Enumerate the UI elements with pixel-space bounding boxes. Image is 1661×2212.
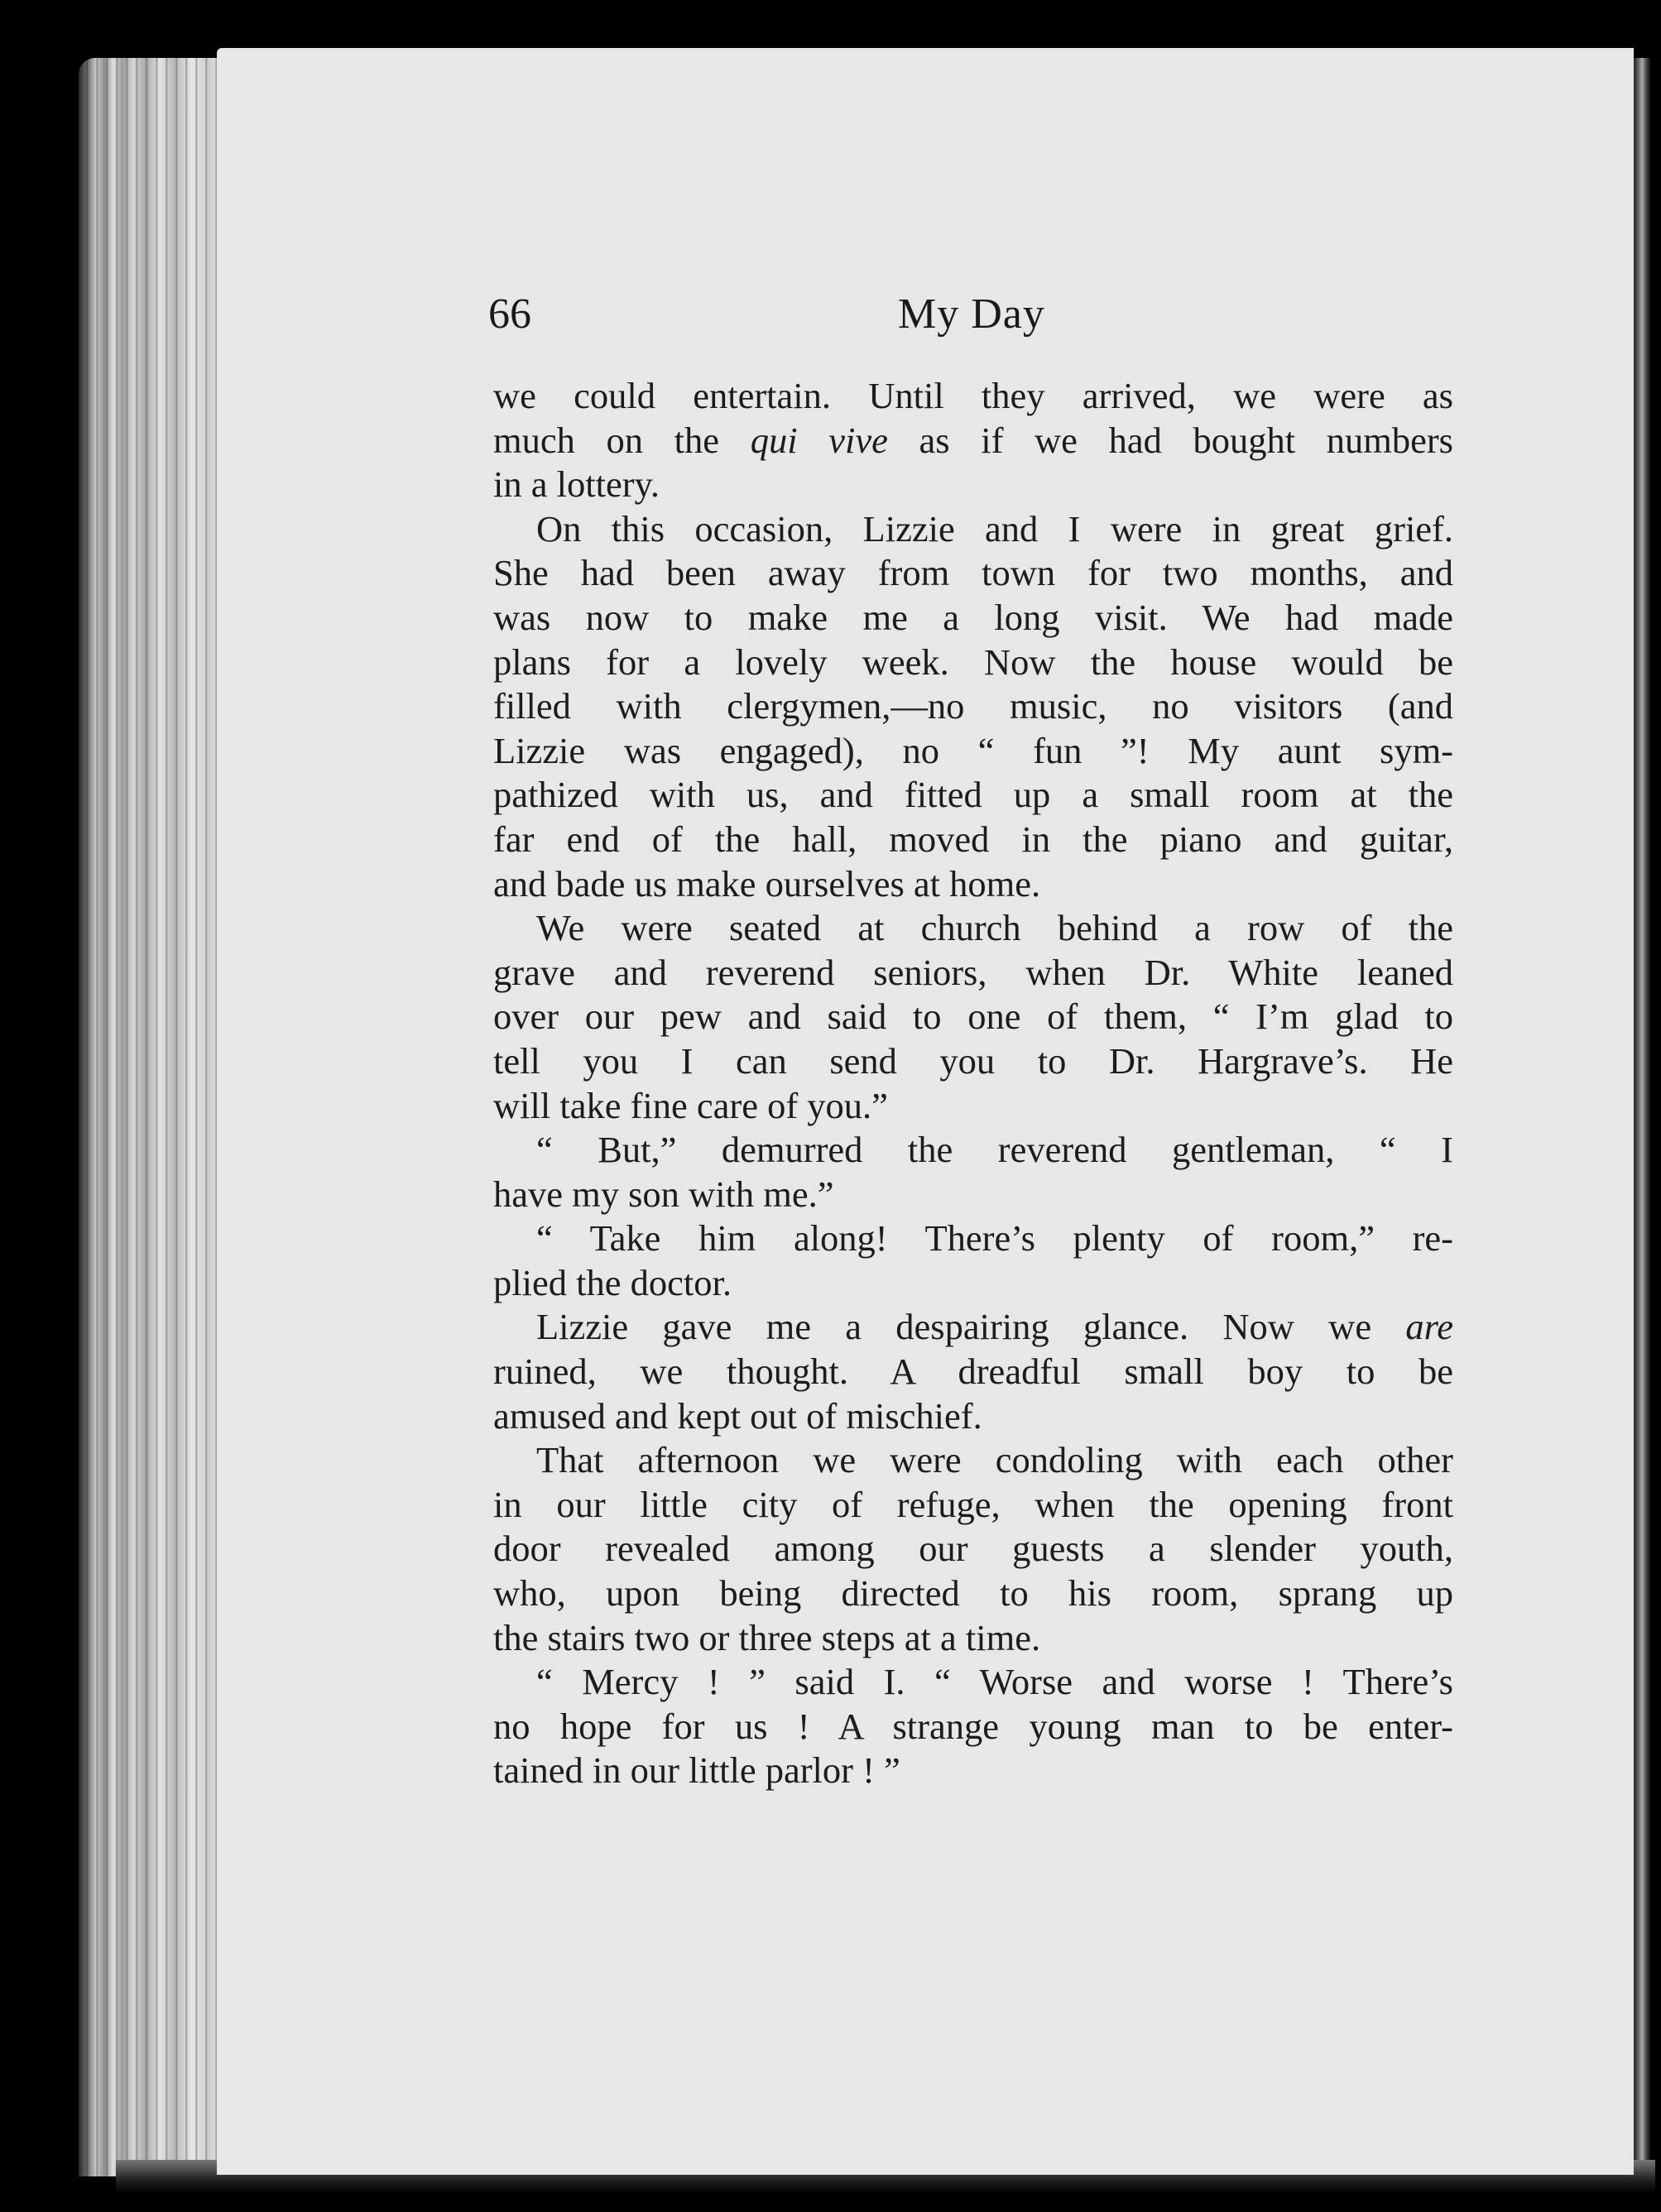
text-line: Lizzie gave me a despairing glance. Now we are bbox=[536, 1306, 1453, 1348]
text-line: have my son with me.” bbox=[493, 1173, 834, 1215]
book-right-edge bbox=[1632, 58, 1650, 2176]
book-page-edge-lines bbox=[79, 58, 223, 2176]
text-line: door revealed among our guests a slender youth, bbox=[493, 1528, 1453, 1570]
text-line: ruined, we thought. A dreadful small boy to be bbox=[493, 1351, 1453, 1393]
running-title: My Day bbox=[898, 290, 1045, 338]
text-line: That afternoon we were condoling with each other bbox=[536, 1439, 1453, 1481]
text-line: filled with clergymen,—no music, no visitors (and bbox=[493, 685, 1453, 727]
text-line: tained in our little parlor ! ” bbox=[493, 1749, 900, 1792]
text-line: who, upon being directed to his room, sprang up bbox=[493, 1572, 1453, 1615]
body-text bbox=[493, 374, 1453, 1793]
text-line: we could entertain. Until they arrived, we were as bbox=[493, 375, 1453, 416]
text-line: “ Mercy ! ” said I. “ Worse and worse ! There’s bbox=[536, 1661, 1453, 1703]
text-line: over our pew and said to one of them, “ I’m glad to bbox=[493, 996, 1453, 1038]
text-line: and bade us make ourselves at home. bbox=[493, 862, 1041, 904]
page-number: 66 bbox=[488, 290, 531, 338]
text-line: We were seated at church behind a row of the bbox=[536, 907, 1453, 949]
text-line: On this occasion, Lizzie and I were in great grief. bbox=[536, 507, 1453, 549]
text-line: amused and kept out of mischief. bbox=[493, 1394, 982, 1437]
text-line: plans for a lovely week. Now the house would be bbox=[493, 641, 1453, 683]
text-line: tell you I can send you to Dr. Hargrave’s. He bbox=[493, 1039, 1453, 1082]
text-line: far end of the hall, moved in the piano and guitar, bbox=[493, 818, 1453, 860]
italic-word: are bbox=[1405, 1306, 1453, 1348]
text-line: Lizzie was engaged), no “ fun ”! My aunt sym- bbox=[493, 729, 1453, 771]
text-line: much on the qui vive as if we had bought numbers bbox=[493, 419, 1453, 461]
text-line: in our little city of refuge, when the opening front bbox=[493, 1483, 1453, 1525]
text-line: was now to make me a long visit. We had made bbox=[493, 596, 1453, 638]
text-line: grave and reverend seniors, when Dr. White leaned bbox=[493, 951, 1453, 993]
text-line: the stairs two or three steps at a time. bbox=[493, 1616, 1041, 1658]
text-line: “ But,” demurred the reverend gentleman, “ I bbox=[536, 1129, 1453, 1171]
text-line: She had been away from town for two months, and bbox=[493, 552, 1453, 594]
text-line: “ Take him along! There’s plenty of room,” re- bbox=[536, 1217, 1453, 1260]
text-line: will take fine care of you.” bbox=[493, 1084, 888, 1126]
text-line: no hope for us ! A strange young man to be enter- bbox=[493, 1705, 1453, 1747]
text-line: in a lottery. bbox=[493, 463, 660, 506]
text-line: plied the doctor. bbox=[493, 1261, 732, 1303]
italic-phrase: qui vive bbox=[750, 419, 888, 461]
page-header bbox=[488, 285, 1448, 343]
text-line: pathized with us, and fitted up a small room at the bbox=[493, 774, 1453, 816]
